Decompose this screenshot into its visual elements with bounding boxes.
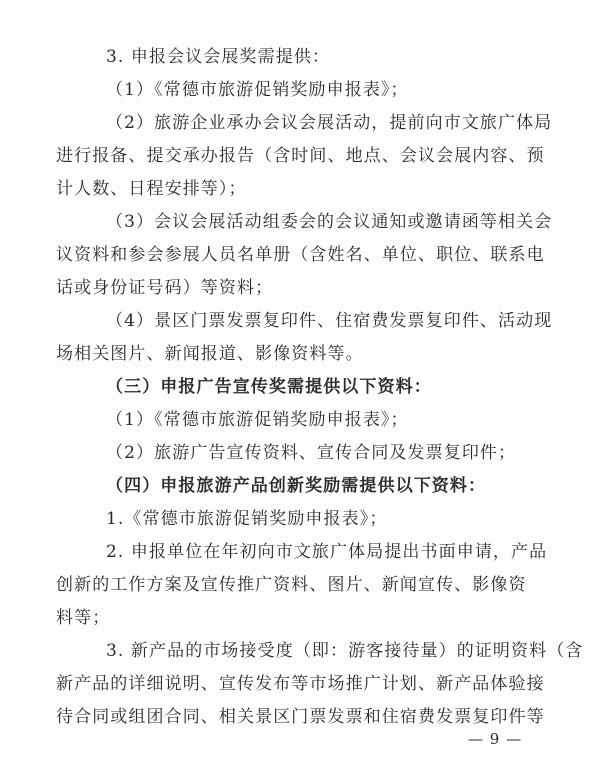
paragraph-line: 场相关图片、新闻报道、影像资料等。 xyxy=(56,344,364,364)
paragraph-line: 议资料和参会参展人员名单册（含姓名、单位、职位、联系电 xyxy=(56,245,545,265)
list-item-meeting-notice: （3）会议会展活动组委会的会议通知或邀请函等相关会 xyxy=(106,212,553,232)
list-item-meeting-receipts: （4）景区门票发票复印件、住宿费发票复印件、活动现 xyxy=(106,311,553,331)
list-item-advertising-materials: （2）旅游广告宣传资料、宣传合同及发票复印件； xyxy=(106,443,517,463)
list-item-meeting-form: （1）《常德市旅游促销奖励申报表》； xyxy=(106,80,409,100)
heading-product-innovation: （四）申报旅游产品创新奖励需提供以下资料： xyxy=(106,476,487,496)
paragraph-line: 计人数、日程安排等）； xyxy=(56,179,247,199)
paragraph-line: 进行报备、提交承办报告（含时间、地点、会议会展内容、预 xyxy=(56,146,545,166)
heading-advertising: （三）申报广告宣传奖需提供以下资料： xyxy=(106,377,432,397)
list-item-meeting-report: （2）旅游企业承办会议会展活动，提前向市文旅广体局 xyxy=(106,113,553,133)
list-item-innovation-form: 1.《常德市旅游促销奖励申报表》； xyxy=(106,509,388,529)
paragraph-line: 新产品的详细说明、宣传发布等市场推广计划、新产品体验接 xyxy=(56,674,545,694)
list-item-market-acceptance: 3. 新产品的市场接受度（即：游客接待量）的证明资料（含 xyxy=(106,641,584,661)
list-item-advertising-form: （1）《常德市旅游促销奖励申报表》； xyxy=(106,410,409,430)
list-item-innovation-application: 2. 申报单位在年初向市文旅广体局提出书面申请，产品 xyxy=(106,542,548,562)
paragraph-line: 话或身份证号码）等资料； xyxy=(56,278,274,298)
paragraph-line: 待合同或组团合同、相关景区门票发票和住宿费发票复印件等 xyxy=(56,707,545,727)
paragraph-line: 料等； xyxy=(56,608,111,628)
heading-meeting-exhibition: 3. 申报会议会展奖需提供： xyxy=(106,47,331,67)
page-number: — 9 — xyxy=(468,730,523,748)
paragraph-line: 创新的工作方案及宣传推广资料、图片、新闻宣传、影像资 xyxy=(56,575,527,595)
